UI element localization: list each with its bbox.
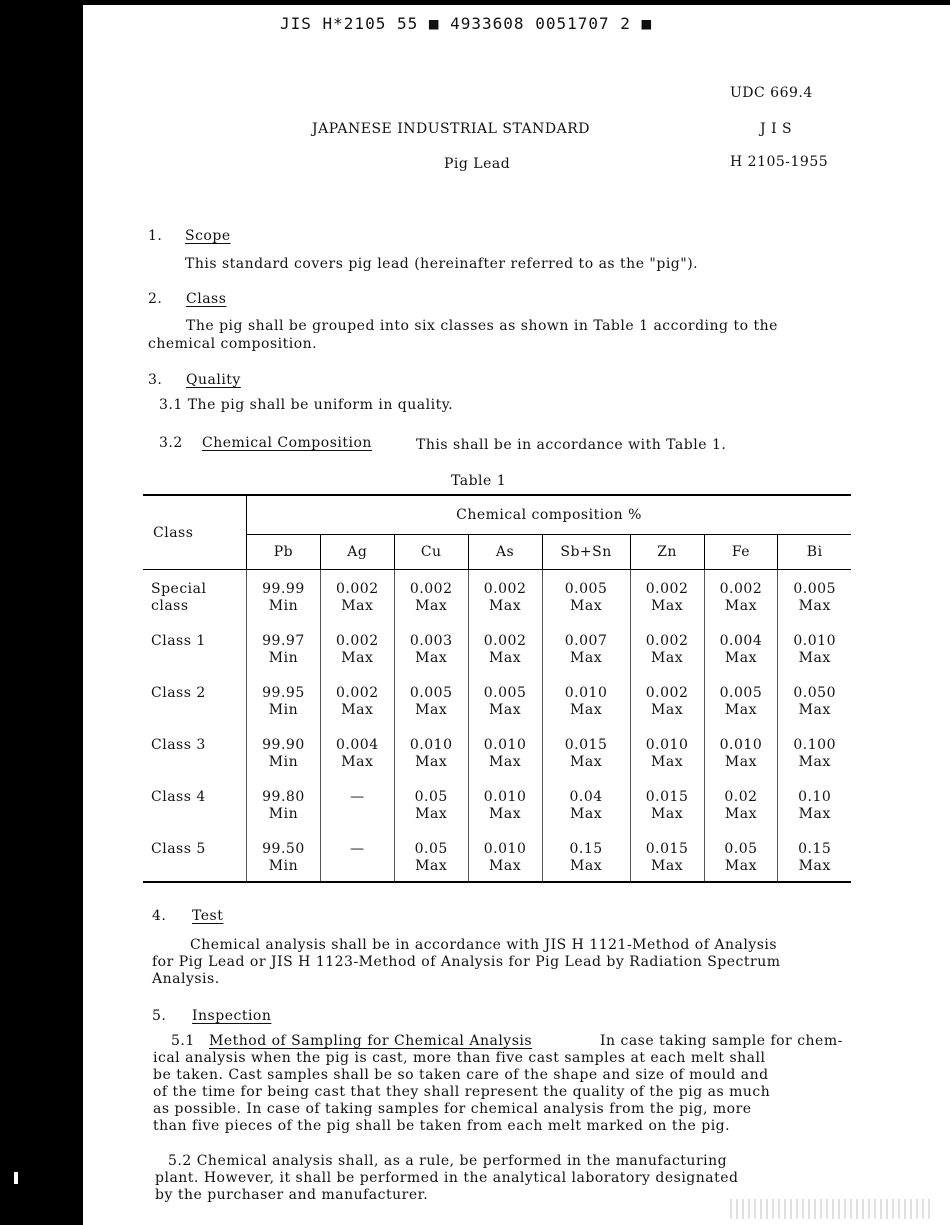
table-cell: [468, 830, 542, 882]
cell-value: 0.005: [564, 581, 608, 597]
cell-value: 0.015: [645, 840, 689, 857]
cell-qualifier: Max: [415, 805, 448, 822]
cell-qualifier: Max: [489, 649, 522, 666]
row-class-label: [143, 674, 247, 726]
cell-value: 0.010: [483, 840, 527, 857]
table-cell: [320, 674, 394, 726]
inspection-5-2-line: 5.2 Chemical analysis shall, as a rule, be performed in the manufacturing: [168, 1153, 728, 1169]
cell-value: 99.97: [262, 632, 305, 649]
table-cell: [394, 778, 468, 830]
table-cell: [704, 570, 778, 622]
cell-qualifier: Max: [651, 701, 684, 718]
cell-qualifier: Max: [724, 649, 757, 666]
table-cell: [320, 830, 394, 882]
cell-value: 0.015: [564, 736, 608, 753]
class-name-line: Class 2: [151, 684, 206, 701]
table-cell: [778, 726, 851, 778]
cell-qualifier: Max: [651, 805, 684, 822]
cell-qualifier: Max: [724, 598, 757, 614]
cell-value: 0.15: [798, 840, 832, 857]
table-row: [143, 778, 851, 830]
table-cell: [778, 830, 851, 882]
table-cell: [468, 674, 542, 726]
table-cell: [630, 674, 704, 726]
cell-value: 0.002: [336, 581, 379, 597]
scan-top-border: [83, 0, 950, 5]
row-class-label: [143, 778, 247, 830]
cell-value: 0.05: [414, 840, 448, 857]
cell-qualifier: Max: [798, 753, 831, 770]
column-header: Pb: [247, 535, 321, 570]
table-cell: [704, 830, 778, 882]
table-row: [143, 830, 851, 882]
test-text-line: Analysis.: [152, 971, 220, 987]
cell-qualifier: Max: [341, 701, 374, 718]
column-header: Ag: [320, 535, 394, 570]
cell-qualifier: Max: [415, 857, 448, 874]
cell-value: 0.002: [719, 581, 763, 597]
inspection-text-line: of the time for being cast that they shall represent the quality of the pig as much: [153, 1084, 771, 1100]
cell-qualifier: Max: [798, 805, 831, 822]
class-name-line: Class 5: [151, 840, 206, 857]
cell-qualifier: Max: [489, 701, 522, 718]
cell-value: 0.005: [793, 581, 836, 597]
table-cell: [468, 726, 542, 778]
subsection-number: 5.1: [171, 1033, 195, 1049]
table-cell: [542, 726, 630, 778]
cell-qualifier: Max: [651, 753, 684, 770]
cell-value: 0.002: [336, 632, 379, 649]
section-number: 2.: [148, 291, 163, 307]
cell-qualifier: Max: [341, 753, 374, 770]
cell-qualifier: Max: [341, 598, 374, 614]
cell-value: 0.002: [645, 632, 689, 649]
cell-value: 0.010: [793, 632, 836, 649]
scan-artifact: [14, 1172, 18, 1184]
table-cell: [542, 830, 630, 882]
cell-value: 0.010: [564, 684, 608, 701]
cell-qualifier: Max: [570, 857, 603, 874]
org-title: JAPANESE INDUSTRIAL STANDARD: [312, 121, 590, 137]
table-row: [143, 726, 851, 778]
cell-value: 99.80: [262, 788, 305, 805]
column-header: Cu: [394, 535, 468, 570]
row-class-label: [143, 726, 247, 778]
table-cell: [247, 830, 321, 882]
table-cell: [247, 726, 321, 778]
table-cell: [247, 778, 321, 830]
cell-qualifier: Min: [268, 857, 299, 874]
table-cell: [630, 622, 704, 674]
cell-value: 0.010: [645, 736, 689, 753]
cell-qualifier: Max: [415, 753, 448, 770]
cell-value: 0.050: [793, 684, 836, 701]
row-class-label: [143, 622, 247, 674]
cell-qualifier: Max: [570, 701, 603, 718]
table-cell: [704, 778, 778, 830]
cell-value: 0.10: [798, 788, 832, 805]
table-cell: [247, 622, 321, 674]
cell-qualifier: Max: [651, 649, 684, 666]
class-name-line: class: [151, 598, 189, 614]
table-cell: [247, 674, 321, 726]
table-cell: [704, 622, 778, 674]
cell-qualifier: Max: [724, 701, 757, 718]
table-cell: [320, 622, 394, 674]
class-name-line: Class 1: [151, 632, 206, 649]
inspection-text-line: ical analysis when the pig is cast, more than five cast samples at each melt shall: [153, 1050, 766, 1066]
header-code: JIS H*2105 55 ■ 4933608 0051707 2 ■: [280, 14, 653, 33]
row-class-label: [143, 830, 247, 882]
cell-value: 0.015: [645, 788, 689, 805]
table-cell: [320, 778, 394, 830]
table-row: [143, 570, 851, 622]
cell-value: 0.010: [483, 736, 527, 753]
table-cell: [468, 570, 542, 622]
cell-qualifier: Max: [415, 649, 448, 666]
column-group-header: Chemical composition %: [247, 495, 852, 535]
section-heading-quality: Quality: [186, 372, 241, 388]
jis-mark: J I S: [760, 121, 793, 137]
table-cell: [394, 726, 468, 778]
inspection-text-line: In case taking sample for chem-: [600, 1033, 843, 1049]
cell-value: —: [350, 840, 365, 857]
cell-qualifier: Max: [570, 598, 603, 614]
table-cell: [468, 778, 542, 830]
table-cell: [468, 622, 542, 674]
inspection-text-line: be taken. Cast samples shall be so taken care of the shape and size of mould and: [153, 1067, 769, 1083]
class-text-line: The pig shall be grouped into six classes as shown in Table 1 according to the: [186, 318, 778, 334]
cell-value: 0.002: [483, 632, 527, 649]
table-row: [143, 622, 851, 674]
table-cell: [542, 778, 630, 830]
class-name-line: Class 4: [151, 788, 206, 805]
table-cell: [630, 570, 704, 622]
cell-qualifier: Max: [798, 701, 831, 718]
cell-qualifier: Max: [489, 753, 522, 770]
cell-qualifier: Max: [415, 701, 448, 718]
table-cell: [394, 830, 468, 882]
quality-3-2-text: This shall be in accordance with Table 1.: [416, 437, 727, 453]
standard-number: H 2105-1955: [730, 154, 829, 170]
cell-value: —: [350, 788, 365, 805]
column-header: Bi: [778, 535, 851, 570]
table-cell: [704, 674, 778, 726]
inspection-text-line: as possible. In case of taking samples for chemical analysis from the pig, more: [153, 1101, 752, 1117]
table-cell: [394, 674, 468, 726]
cell-value: 0.004: [336, 736, 379, 753]
section-heading-inspection: Inspection: [192, 1008, 272, 1024]
cell-value: 0.002: [483, 581, 527, 597]
cell-qualifier: Max: [724, 805, 757, 822]
cell-qualifier: Max: [651, 857, 684, 874]
quality-3-1: 3.1 The pig shall be uniform in quality.: [159, 397, 454, 413]
scan-left-border: [0, 0, 83, 1225]
cell-value: 0.004: [719, 632, 763, 649]
table-cell: [320, 570, 394, 622]
cell-qualifier: Max: [724, 857, 757, 874]
table-row: [143, 674, 851, 726]
cell-value: 0.002: [645, 684, 689, 701]
cell-value: 99.50: [262, 840, 305, 857]
cell-qualifier: Max: [415, 598, 448, 614]
subsection-heading-sampling: Method of Sampling for Chemical Analysis: [209, 1033, 533, 1049]
column-header: Fe: [704, 535, 778, 570]
cell-qualifier: Max: [798, 857, 831, 874]
cell-value: 0.05: [414, 788, 448, 805]
table-cell: [778, 570, 851, 622]
table-cell: [247, 570, 321, 622]
cell-qualifier: Min: [268, 805, 299, 822]
column-header: As: [468, 535, 542, 570]
column-header: Sb+Sn: [542, 535, 630, 570]
section-heading-scope: Scope: [185, 228, 231, 244]
cell-qualifier: Max: [570, 805, 603, 822]
cell-value: 0.005: [409, 684, 453, 701]
test-text-line: Chemical analysis shall be in accordance with JIS H 1121-Method of Analysis: [190, 937, 778, 953]
table-cell: [542, 622, 630, 674]
inspection-5-2-line: plant. However, it shall be performed in the analytical laboratory designated: [155, 1170, 739, 1186]
section-number: 1.: [148, 228, 163, 244]
table-cell: [778, 622, 851, 674]
cell-value: 0.005: [483, 684, 527, 701]
cell-value: 99.99: [262, 581, 305, 597]
table-cell: [542, 570, 630, 622]
cell-qualifier: Max: [724, 753, 757, 770]
doc-title: Pig Lead: [444, 156, 511, 172]
cell-value: 0.002: [645, 581, 689, 597]
inspection-text-line: than five pieces of the pig shall be taken from each melt marked on the pig.: [153, 1118, 731, 1134]
cell-value: 0.02: [724, 788, 758, 805]
cell-qualifier: Max: [798, 649, 831, 666]
cell-value: 0.005: [719, 684, 763, 701]
table-cell: [320, 726, 394, 778]
section-number: 4.: [152, 908, 167, 924]
table-cell: [778, 778, 851, 830]
cell-qualifier: Max: [489, 598, 522, 614]
cell-qualifier: Max: [570, 753, 603, 770]
test-text-line: for Pig Lead or JIS H 1123-Method of Analysis for Pig Lead by Radiation Spectrum: [152, 954, 781, 970]
cell-value: 0.010: [719, 736, 763, 753]
cell-value: 0.010: [483, 788, 527, 805]
cell-qualifier: Min: [268, 649, 299, 666]
subsection-number: 3.2: [159, 435, 183, 451]
cell-value: 0.04: [569, 788, 603, 805]
cell-value: 0.100: [793, 736, 836, 753]
class-text-line: chemical composition.: [148, 336, 318, 352]
cell-value: 99.95: [262, 684, 305, 701]
cell-value: 0.002: [409, 581, 453, 597]
class-name-line: Special: [151, 581, 207, 597]
scope-text: This standard covers pig lead (hereinafter referred to as the "pig").: [185, 256, 699, 272]
section-heading-test: Test: [192, 908, 224, 924]
scan-noise: [730, 1199, 930, 1219]
cell-qualifier: Min: [268, 753, 299, 770]
table-cell: [630, 778, 704, 830]
table-caption: Table 1: [451, 473, 507, 489]
section-number: 3.: [148, 372, 163, 388]
cell-qualifier: Max: [489, 857, 522, 874]
table-cell: [630, 726, 704, 778]
cell-value: 0.003: [409, 632, 453, 649]
section-number: 5.: [152, 1008, 167, 1024]
cell-value: 99.90: [262, 736, 305, 753]
cell-value: 0.002: [336, 684, 379, 701]
cell-qualifier: Min: [268, 598, 299, 614]
row-class-label: [143, 570, 247, 622]
udc-number: UDC 669.4: [730, 85, 813, 101]
table-cell: [704, 726, 778, 778]
table-cell: [394, 570, 468, 622]
subsection-heading-chemical-composition: Chemical Composition: [202, 435, 372, 451]
class-name-line: Class 3: [151, 736, 206, 753]
cell-qualifier: Max: [570, 649, 603, 666]
chemical-composition-table: [143, 494, 851, 883]
cell-qualifier: Min: [268, 701, 299, 718]
cell-value: 0.007: [564, 632, 608, 649]
table-cell: [630, 830, 704, 882]
cell-qualifier: Max: [798, 598, 831, 614]
cell-qualifier: Max: [341, 649, 374, 666]
table-cell: [394, 622, 468, 674]
cell-value: 0.15: [569, 840, 603, 857]
cell-value: 0.010: [409, 736, 453, 753]
table-cell: [542, 674, 630, 726]
cell-qualifier: Max: [651, 598, 684, 614]
cell-qualifier: Max: [489, 805, 522, 822]
section-heading-class: Class: [186, 291, 227, 307]
cell-value: 0.05: [724, 840, 758, 857]
column-header-class: Class: [143, 495, 247, 570]
table-cell: [778, 674, 851, 726]
column-header: Zn: [630, 535, 704, 570]
inspection-5-2-line: by the purchaser and manufacturer.: [155, 1187, 429, 1203]
